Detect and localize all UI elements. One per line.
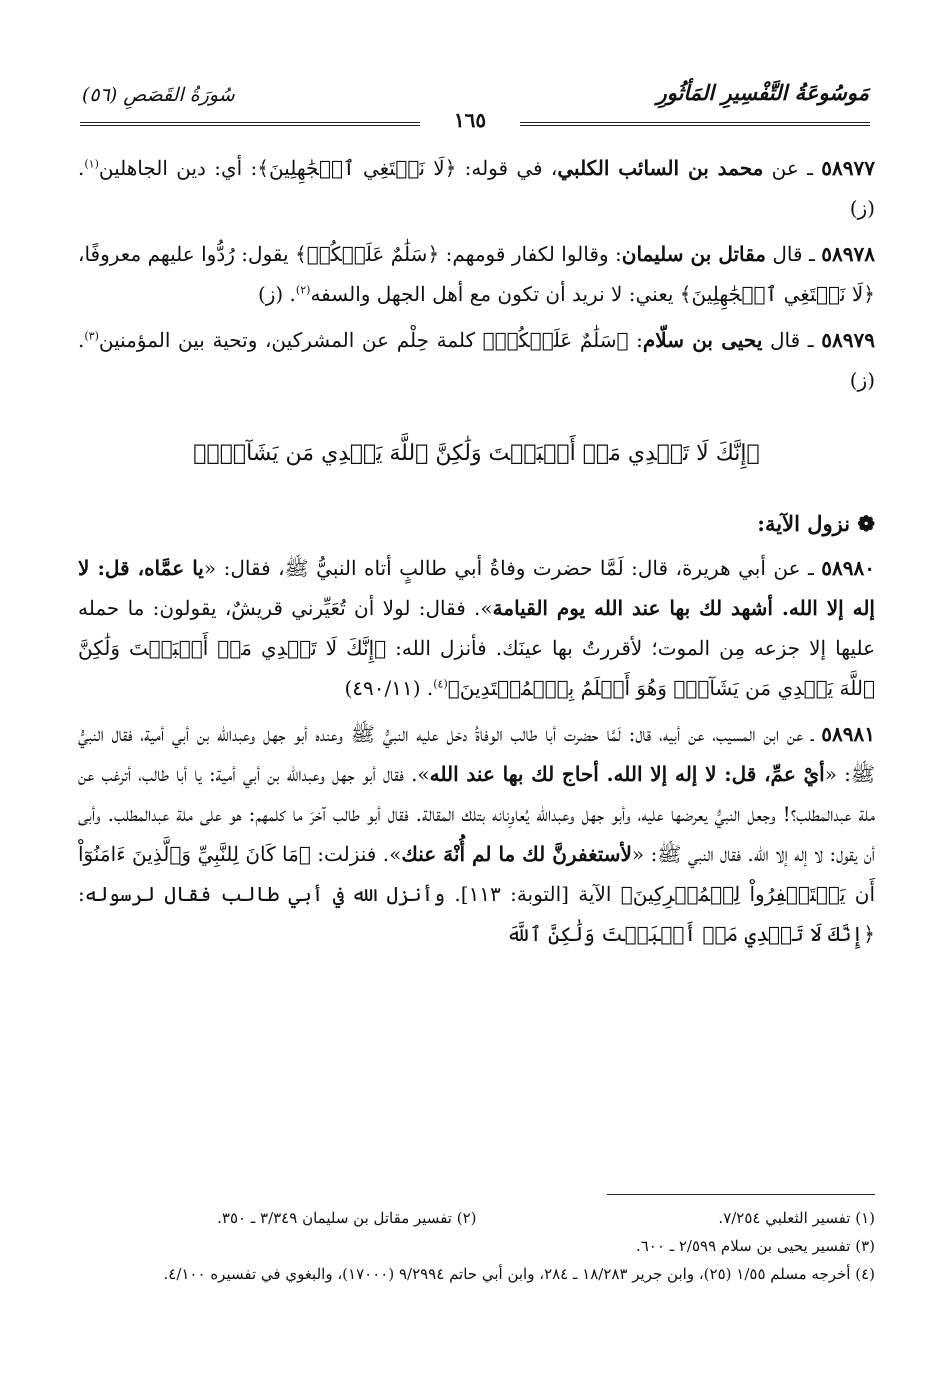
bold-text: يا عمَّاه، قل: لا إله إلا الله. أشهد لك بها عند الله يوم القيامة [78, 556, 875, 620]
footnote-rule [607, 1194, 875, 1195]
entry-text: . (٤٩٠/١١) [344, 676, 434, 700]
entry-number: ٥٨٩٧٩ [821, 328, 875, 352]
entry-paragraph [78, 148, 875, 228]
entries-group-1 [78, 148, 875, 400]
entry-text: ». فنزلت: ﴿مَا كَانَ لِلنَّبِيِّ وَٱلَّذِينَ ءَامَنُوٓاْ أَن يَسۡتَغۡفِرُواْ لِلۡمُشۡرِكِينَ﴾ الآية [التوبة: ١١٣]. وأنزل الله في أبي طالب فقال لرسوله: ﴿إِنَّكَ لَا تَهۡدِي مَنۡ أَحۡبَبۡتَ وَلَٰكِنَّ ٱللَّهَ [78, 842, 876, 946]
entry-text: ». فقال: لولا أن تُعَيِّرني قريشٌ، يقولون: ما حمله عليها إلا جزعه مِن الموت؛ لأقررتُ بها عينَك. فأنزل الله: ﴿إِنَّكَ لَا تَهۡدِي مَنۡ أَحۡبَبۡتَ وَلَٰكِنَّ ٱللَّهَ يَهۡدِي مَن يَشَآءُۚ وَهُوَ أَعۡلَمُ بِٱلۡمُهۡتَدِينَ﴾ [78, 596, 875, 700]
entry-text: ». فقال أبو جهل وعبدالله بن أبي أمية: يا أبا طالب، أترغب عن ملة عبدالمطلب؟! وجعل النبيُّ يعرضها عليه، وأبو جهل وعبدالله يُعاوِنانه بتلك المقالة. فقال أبو طالب آخرَ ما كلمهم: هو على ملة عبدالمطلب. وأبى أن يقول: لا إله إلا الله. فقال النبي ﷺ: « [78, 762, 875, 866]
entry-paragraph [78, 234, 875, 314]
entry-number: ٥٨٩٨٠ [821, 556, 875, 580]
entry-number: ٥٨٩٧٧ [821, 156, 875, 180]
entry-text: ـ قال [765, 242, 822, 266]
entry-text: ـ عن ابن المسيب، عن أبيه، قال: لَمَّا حضرت أبا طالب الوفاةُ دخل عليه النبيُّ ﷺ وعنده أبو جهل وعبدالله بن أبي أمية، فقال النبيُّ ﷺ: « [78, 722, 876, 786]
header-rule-right [520, 122, 870, 126]
entries-group-2 [78, 548, 875, 954]
footnote-ref: (٢) [295, 283, 311, 297]
header-rule-left [80, 122, 420, 126]
entry-text: : ﴿سَلَٰمٌ عَلَيۡكُمۡ﴾ كلمة حِلْم عن المشركين، وتحية بين المؤمنين [98, 328, 643, 352]
main-text [78, 148, 875, 960]
surah-label: سُورَةُ القَصَصِ (٥٦) [82, 84, 235, 106]
entry-text: ـ قال [762, 328, 822, 352]
entry-text: . (ز) [257, 282, 296, 306]
entry-paragraph [78, 714, 875, 954]
entry-paragraph [78, 548, 875, 708]
bold-text: محمد بن السائب الكلبي [557, 156, 764, 180]
entry-text: . (ز) [78, 328, 875, 392]
footnotes [78, 1204, 875, 1288]
footnote-ref: (١) [84, 157, 99, 171]
footnote-3: (٣) تفسير يحيى بن سلام ٢/٥٩٩ ـ ٦٠٠. [635, 1237, 875, 1255]
bold-text: لأستغفرنَّ لك ما لم أُنْهَ عنك [401, 842, 632, 866]
entry-paragraph [78, 320, 875, 400]
footnote-ref: (٤) [433, 677, 448, 691]
entry-text: : وقالوا لكفار قومهم: ﴿سَلَٰمٌ عَلَيۡكُمۡ﴾ يقول: رُدُّوا عليهم معروفًا، ﴿لَا نَبۡتَغِي ٱلۡجَٰهِلِينَ﴾ يعني: لا نريد أن تكون مع أهل الجهل والسفه [78, 242, 875, 306]
bold-text: يحيى بن سلّام [642, 328, 763, 352]
entry-text: ـ عن أبي هريرة، قال: لَمَّا حضرت وفاةُ أبي طالبٍ أتاه النبيُّ ﷺ، فقال: « [203, 556, 822, 580]
footnote-4: (٤) أخرجه مسلم ١/٥٥ (٢٥)، وابن جرير ١٨/٢٨٣ ـ ٢٨٤، وابن أبي حاتم ٩/٢٩٩٤ (١٧٠٠٠)، والبغوي في تفسيره ٤/١٠٠. [163, 1265, 875, 1283]
entry-text: ، في قوله: ﴿لَا نَبۡتَغِي ٱلۡجَٰهِلِينَ﴾: أي: دين الجاهلين [98, 156, 558, 180]
page-number: ١٦٥ [453, 108, 487, 132]
verse-heading: ﴿إِنَّكَ لَا تَهۡدِي مَنۡ أَحۡبَبۡتَ وَلَٰكِنَّ ٱللَّهَ يَهۡدِي مَن يَشَآءُۚ﴾ [193, 441, 760, 466]
entry-text: . (ز) [78, 156, 875, 220]
book-title: مَوسُوعَةُ التَّفْسِيرِ المَأثُورِ [656, 80, 869, 105]
bold-text: أيْ عمِّ، قل: لا إله إلا الله. أحاج لك بها عند الله [429, 762, 825, 786]
footnote-2: (٢) تفسير مقاتل بن سليمان ٣/٣٤٩ ـ ٣٥٠. [217, 1209, 477, 1227]
footnote-ref: (٣) [84, 329, 99, 343]
footnote-1: (١) تفسير الثعلبي ٧/٢٥٤. [718, 1209, 875, 1227]
entry-number: ٥٨٩٧٨ [821, 242, 875, 266]
entry-number: ٥٨٩٨١ [821, 722, 875, 746]
section-title: ❁ نزول الآية: [757, 511, 875, 536]
entry-text: ـ عن [763, 156, 822, 180]
bold-text: مقاتل بن سليمان [621, 242, 766, 266]
